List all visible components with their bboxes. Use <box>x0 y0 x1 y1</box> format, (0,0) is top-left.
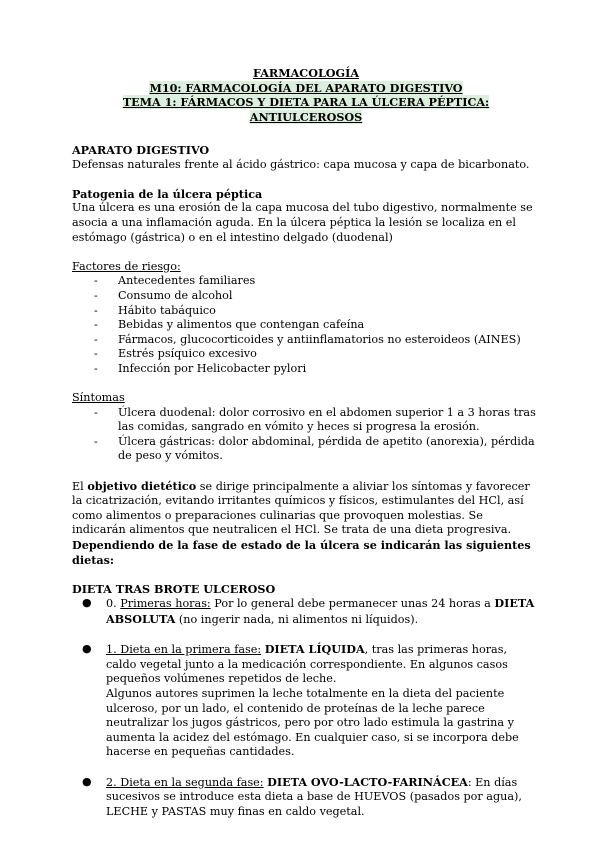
patogenia-heading: Patogenia de la úlcera péptica <box>72 186 263 201</box>
objetivo-bold-line: Dependiendo de la fase de estado de la úlcera se indicarán las siguientes dietas: <box>72 538 531 567</box>
sintomas-list <box>72 406 540 464</box>
dieta-item-extra: Algunos autores suprimen la leche totalmente en la dieta del paciente ulceroso, por un lado, el contenido de proteínas de la leche parece neutralizar los jugos gástricos, pero por otro lado estimula la gastrina y aumenta la acidez del estómago. En cualquier caso, si se incorpora debe hacerse en pequeñas cantidades. <box>106 686 519 759</box>
aparato-heading: APARATO DIGESTIVO <box>72 142 210 157</box>
list-item: - Consumo de alcohol <box>94 289 540 304</box>
list-item: - Infección por Helicobacter pylori <box>94 362 540 377</box>
list-item: - Úlcera gástricas: dolor abdominal, pérdida de apetito (anorexia), pérdida de peso y vómitos. <box>94 435 540 464</box>
dieta-item-label: 2. Dieta en la segunda fase: <box>106 775 264 789</box>
list-item: - Úlcera duodenal: dolor corrosivo en el abdomen superior 1 a 3 horas tras las comidas, sangrado en vómito y heces si progresa la erosión. <box>94 406 540 435</box>
bullet-icon: ● <box>82 774 92 788</box>
sintomas-heading: Síntomas <box>72 391 125 405</box>
patogenia-text: Una úlcera es una erosión de la capa mucosa del tubo digestivo, normalmente se asocia a una inflamación aguda. En la úlcera péptica la lesión se localiza en el estómago (gástrica) o en el intestino delgado (duodenal) <box>72 201 533 244</box>
aparato-text: Defensas naturales frente al ácido gástrico: capa mucosa y capa de bicarbonato. <box>72 157 530 171</box>
dieta-item-label: 1. Dieta en la primera fase: <box>106 643 262 657</box>
factores-list <box>72 274 540 376</box>
document-page <box>72 66 540 819</box>
list-item: ● 0. Primeras horas: Por lo general debe permanecer unas 24 horas a DIETA ABSOLUTA (no ingerir nada, ni alimentos ni líquidos). <box>82 596 535 626</box>
document-header <box>72 66 540 124</box>
module-title <box>72 81 540 96</box>
list-item: - Bebidas y alimentos que contengan cafeína <box>94 318 540 333</box>
objetivo-bold: objetivo dietético <box>87 478 197 493</box>
document-title: FARMACOLOGÍA <box>252 66 360 80</box>
list-spacer <box>82 760 540 775</box>
dieta-item-bold: DIETA OVO-LACTO-FARINÁCEA <box>267 774 468 789</box>
bullet-icon: ● <box>82 642 92 656</box>
list-item: - Estrés psíquico excesivo <box>94 347 540 362</box>
topic-title-text: TEMA 1: FÁRMACOS Y DIETA PARA LA ÚLCERA PÉPTICA: ANTIULCEROSOS <box>122 95 490 124</box>
dieta-item-label: Primeras horas: <box>120 597 211 611</box>
list-item: ● 1. Dieta en la primera fase: DIETA LÍQUIDA, tras las primeras horas, caldo vegetal junto a la medicación correspondiente. En algunos casos pequeños volúmenes repetidos de leche. Algunos autores suprimen la leche totalmente en la dieta del paciente ulceroso, por un lado, el contenido de proteínas de la leche parece neutralizar los jugos gástricos, pero por otro lado estimula la gastrina y aumenta la acidez del estómago. En cualquier caso, si se incorpora debe hacerse en pequeñas cantidades. <box>82 642 540 760</box>
objetivo-paragraph: El objetivo dietético se dirige principalmente a aliviar los síntomas y favorecer la cicatrización, evitando irritantes químicos y físicos, estimulantes del HCl, así como alimentos o preparaciones culinarias que provoquen molestias. Se indicarán alimentos que neutralicen el HCl. Se trata de una dieta progresiva. <box>72 478 530 537</box>
list-item: ● 2. Dieta en la segunda fase: DIETA OVO-LACTO-FARINÁCEA: En días sucesivos se introduce esta dieta a base de HUEVOS (pasados por agua), LECHE y PASTAS muy finas en caldo vegetal. <box>82 774 522 818</box>
dieta-heading: DIETA TRAS BROTE ULCEROSO <box>72 581 276 596</box>
list-spacer <box>82 628 540 643</box>
list-item: - Antecedentes familiares <box>94 274 540 289</box>
module-title-text: M10: FARMACOLOGÍA DEL APARATO DIGESTIVO <box>149 80 463 95</box>
list-item: - Hábito tabáquico <box>94 304 540 319</box>
list-item: - Fármacos, glucocorticoides y antiinflamatorios no esteroideos (AINES) <box>94 333 540 348</box>
factores-heading: Factores de riesgo: <box>72 259 181 273</box>
bullet-icon: ● <box>82 596 92 610</box>
dieta-list <box>72 596 540 819</box>
dieta-item-bold: DIETA LÍQUIDA <box>264 642 365 657</box>
dieta-item-bold: DIETA ABSOLUTA <box>106 596 535 626</box>
topic-title <box>72 95 540 124</box>
